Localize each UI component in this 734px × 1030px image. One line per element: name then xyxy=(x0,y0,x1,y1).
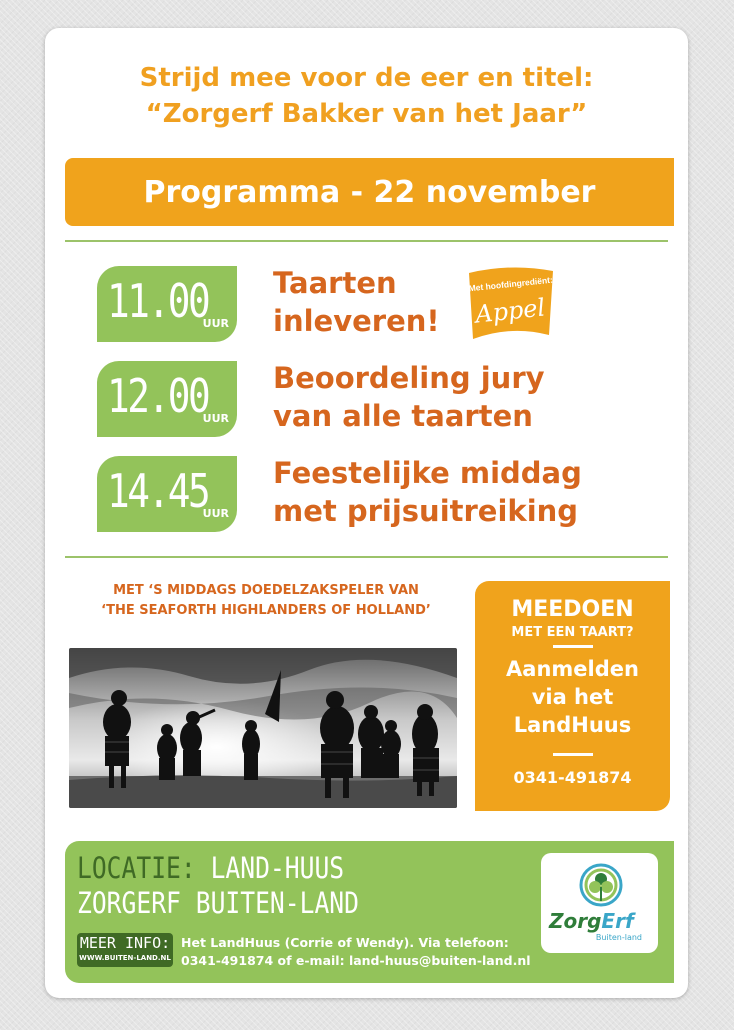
time-value: 12.00 xyxy=(107,369,209,423)
schedule-line1: Feestelijke middag xyxy=(273,456,582,490)
location-line1 xyxy=(77,851,344,885)
headline xyxy=(45,60,688,132)
appel-badge-word: Appel xyxy=(473,293,547,329)
programma-title: Programma - 22 november xyxy=(143,174,596,210)
meer-info-label: MEER INFO: xyxy=(79,934,171,952)
signup-instructions xyxy=(475,655,670,739)
time-unit: UUR xyxy=(202,317,229,330)
time-unit: UUR xyxy=(202,507,229,520)
meer-info-badge xyxy=(77,933,173,967)
schedule-text xyxy=(273,454,582,530)
schedule-line2: van alle taarten xyxy=(273,399,533,433)
location-label: LOCATIE: xyxy=(77,851,196,885)
signup-line3: LandHuus xyxy=(513,713,632,737)
logo-brand-a: Zorg xyxy=(549,909,602,933)
programma-banner xyxy=(65,158,674,226)
signup-line1: Aanmelden xyxy=(506,657,639,681)
pipers-line2: ‘THE SEAFORTH HIGHLANDERS OF HOLLAND’ xyxy=(101,603,431,618)
time-badge xyxy=(97,361,237,437)
signup-separator xyxy=(553,753,593,756)
contact-info xyxy=(181,934,531,970)
signup-box xyxy=(475,581,670,811)
time-unit: UUR xyxy=(202,412,229,425)
divider-top xyxy=(65,240,668,242)
logo-brand-b: Erf xyxy=(601,909,634,933)
footer-location xyxy=(65,841,674,983)
pipers-line1: MET ‘S MIDDAGS DOEDELZAKSPELER VAN xyxy=(113,583,419,598)
time-value: 14.45 xyxy=(107,464,209,518)
schedule-text xyxy=(273,264,440,340)
headline-line2: “Zorgerf Bakker van het Jaar” xyxy=(145,99,588,129)
time-badge xyxy=(97,456,237,532)
location-value: LAND-HUUS xyxy=(210,851,345,885)
time-badge xyxy=(97,266,237,342)
pipers-photo xyxy=(69,648,457,808)
schedule-text xyxy=(273,359,545,435)
pipers-caption xyxy=(65,581,467,621)
divider-middle xyxy=(65,556,668,558)
headline-line1: Strijd mee voor de eer en titel: xyxy=(139,63,594,93)
signup-title: MEEDOEN xyxy=(511,597,634,622)
signup-phone: 0341-491874 xyxy=(513,768,632,787)
signup-subtitle: MET EEN TAART? xyxy=(511,625,634,640)
schedule-line1: Taarten xyxy=(273,266,397,300)
time-value: 11.00 xyxy=(107,274,209,328)
logo-subtitle: Buiten-land xyxy=(595,933,642,942)
logo-flower-icon xyxy=(579,863,623,907)
schedule-line1: Beoordeling jury xyxy=(273,361,545,395)
schedule-line2: met prijsuitreiking xyxy=(273,494,579,528)
location-line2: ZORGERF BUITEN-LAND xyxy=(77,886,359,920)
poster-card xyxy=(45,28,688,998)
contact-line1: Het LandHuus (Corrie of Wendy). Via telefoon: xyxy=(181,935,509,950)
signup-line2: via het xyxy=(531,685,614,709)
website-link[interactable]: WWW.BUITEN-LAND.NL xyxy=(79,954,171,962)
appel-badge-top: Met hoofdingrediënt: xyxy=(468,274,554,294)
zorgerf-logo xyxy=(541,853,658,953)
appel-badge xyxy=(465,265,557,343)
contact-line2: 0341-491874 of e-mail: land-huus@buiten-land.nl xyxy=(181,953,531,968)
signup-separator xyxy=(553,645,593,648)
logo-wordmark xyxy=(549,909,634,933)
schedule-line2: inleveren! xyxy=(273,304,440,338)
